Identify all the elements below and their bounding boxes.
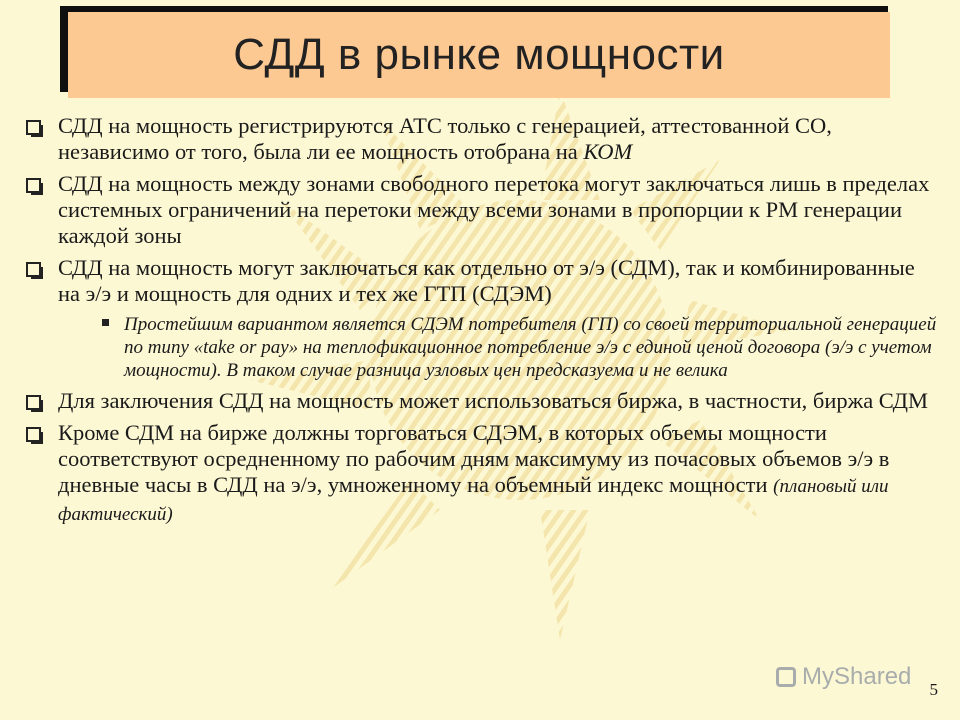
hollow-square-bullet-icon [22,113,58,139]
bullet-text: Кроме СДМ на бирже должны торговаться СДЭМ, в которых объемы мощности соответствуют осредненному по рабочим дням максимуму из почасовых объемов э/э в дневные часы в СДД на э/э, умноженному на объемный индекс мощности (плановый или фактический) [58,420,890,525]
sub-bullet-text: Простейшим вариантом является СДЭМ потребителя (ГП) со своей территориальной генерацией по типу «take or pay» на теплофикационное потребление э/э с единой ценой договора (э/э с учетом мощности). В таком случае разница узловых цен предсказуема и не велика [124,314,937,381]
hollow-square-bullet-icon [22,171,58,197]
hollow-square-bullet-icon [22,420,58,446]
hollow-square-bullet-icon [22,255,58,281]
hollow-square-bullet-icon [22,388,58,414]
title-box [68,12,890,98]
sub-bullet-item [100,313,940,382]
bullet-text: Для заключения СДД на мощность может использоваться биржа, в частности, биржа СДМ [58,388,929,413]
bullet-item [22,255,940,307]
site-watermark [776,663,911,691]
bullet-item [22,420,940,528]
bullet-text: СДД на мощность могут заключаться как отдельно от э/э (СДМ), так и комбинированные на э/э и мощность для одних и тех же ГТП (СДЭМ) [58,255,915,306]
filled-square-bullet-icon [100,313,124,335]
slide-title: СДД в рынке мощности [233,30,725,79]
page-number: 5 [929,680,938,699]
slide-content [22,113,940,534]
bullet-text: СДД на мощность между зонами свободного перетока могут заключаться лишь в пределах системных ограничений на перетоки между всеми зонами в пропорции к РМ генерации каждой зоны [58,171,930,248]
watermark-logo-icon [776,667,796,687]
watermark-text: MyShared [802,663,912,690]
bullet-item [22,171,940,249]
bullet-item [22,113,940,165]
bullet-text: СДД на мощность регистрируются АТС только с генерацией, аттестованной СО, независимо от того, была ли ее мощность отобрана на КОМ [58,113,832,164]
bullet-item [22,388,940,414]
